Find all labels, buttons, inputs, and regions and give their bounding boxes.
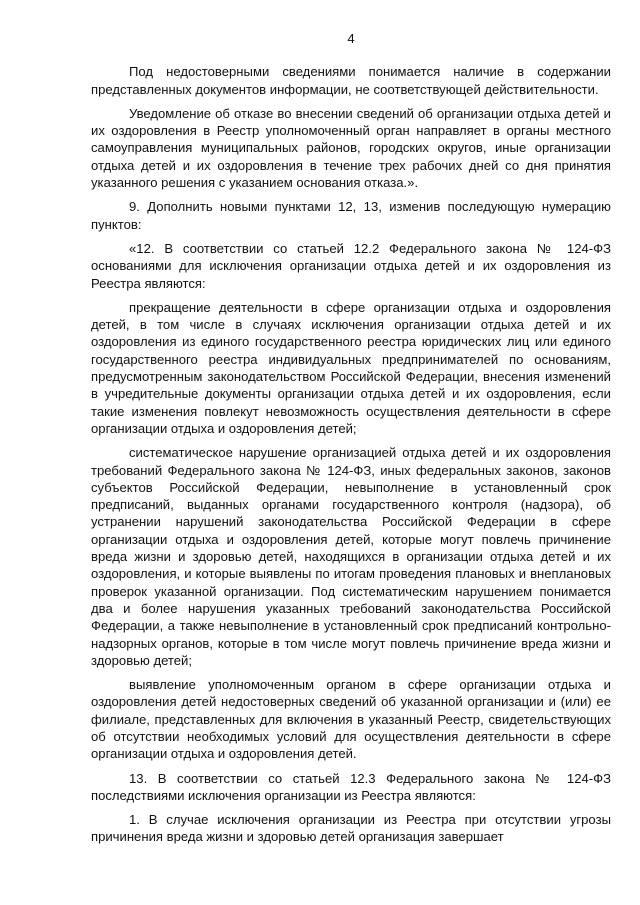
paragraph-refusal-notice: Уведомление об отказе во внесении сведений об организации отдыха детей и их оздоровления в Реестр уполномоченный орган направляет в органы местного самоуправления муниципальных районов, городских округов, иные организации отдыха детей и их оздоровления в течение трех рабочих дней со дня принятия указанного решения с указанием основания отказа.».: [91, 105, 611, 191]
paragraph-item-9: 9. Дополнить новыми пунктами 12, 13, изменив последующую нумерацию пунктов:: [91, 199, 611, 232]
document-body: [91, 63, 611, 845]
paragraph-item-13: 13. В соответствии со статьей 12.3 Федерального закона № 124-ФЗ последствиями исключения организации из Реестра являются:: [91, 770, 611, 803]
paragraph-item-12: «12. В соответствии со статьей 12.2 Федерального закона № 124-ФЗ основаниями для исключения организации отдыха детей и их оздоровления из Реестра являются:: [91, 240, 611, 291]
paragraph-item-13-1: 1. В случае исключения организации из Реестра при отсутствии угрозы причинения вреда жизни и здоровью детей организация завершает: [91, 812, 611, 845]
paragraph-false-info: выявление уполномоченным органом в сфере организации отдыха и оздоровления детей недостоверных сведений об указанной организации и (или) ее филиале, представленных для включения в указанный Реестр, свидетельствующих об отсутствии необходимых условий для осуществления деятельности в сфере организации отдыха и оздоровления детей.: [91, 677, 611, 762]
paragraph-systematic-violation: систематическое нарушение организацией отдыха детей и их оздоровления требований Федерального закона № 124-ФЗ, иных федеральных законов, законов субъектов Российской Федерации, невыполнение в установленный срок предписаний, выданных органами государственного контроля (надзора), об устранении нарушений законодательства Российской Федерации в сфере организации отдыха и оздоровления детей, которые могут повлечь причинение вреда жизни и здоровью детей, находящихся в организации отдыха детей и их оздоровления, и которые выявлены по итогам проведения плановых и внеплановых проверок указанной организации. Под систематическим нарушением понимается два и более нарушения указанных требований законодательства Российской Федерации, а также невыполнение в установленный срок предписаний контрольно-надзорных органов, которые в том числе могут повлечь причинение вреда жизни и здоровью детей;: [91, 445, 611, 668]
paragraph-termination: прекращение деятельности в сфере организации отдыха и оздоровления детей, в том числе в случаях исключения организации отдыха детей и их оздоровления из единого государственного реестра юридических лиц или единого государственного реестра индивидуальных предпринимателей по основаниям, предусмотренным законодательством Российской Федерации, внесения изменений в учредительные документы организации отдыха детей и их оздоровления, если такие изменения повлекут невозможность осуществления деятельности в сфере организации отдыха и оздоровления детей;: [91, 299, 611, 436]
paragraph-unreliable-info: Под недостоверными сведениями понимается наличие в содержании представленных документов информации, не соответствующей действительности.: [91, 64, 611, 97]
page-number: 4: [347, 31, 355, 46]
